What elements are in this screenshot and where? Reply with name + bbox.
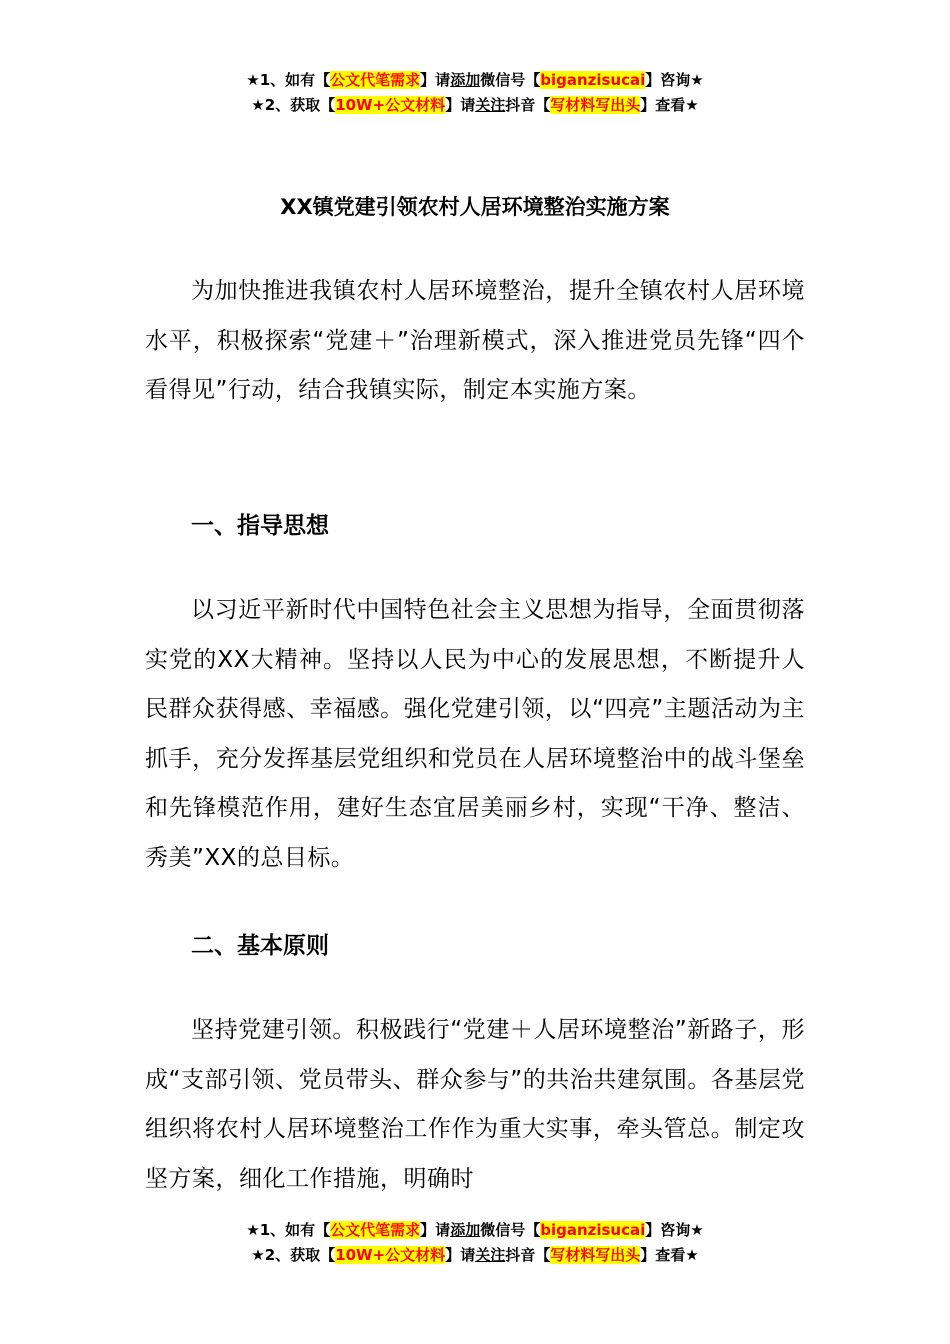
promo-banner-bottom xyxy=(0,1218,950,1268)
promo-text: 微信号【 xyxy=(480,71,541,89)
promo-text: ★2、获取【 xyxy=(251,1246,336,1264)
promo-highlight: 写材料写出头 xyxy=(550,96,641,114)
promo-text: ★1、如有【 xyxy=(246,1221,331,1239)
intro-paragraph: 为加快推进我镇农村人居环境整治，提升全镇农村人居环境水平，积极探索“党建＋”治理新模式，深入推进党员先锋“四个看得见”行动，结合我镇实际，制定本实施方案。 xyxy=(145,278,805,403)
promo-highlight: biganzisucai xyxy=(540,1221,646,1239)
promo-text: 抖音【 xyxy=(505,96,551,114)
promo-text: 】请 xyxy=(420,1221,451,1239)
promo-highlight: 公文代笔需求 xyxy=(330,71,421,89)
promo-line-1 xyxy=(0,1218,950,1243)
promo-highlight: biganzisucai xyxy=(540,71,646,89)
section-1-paragraph: 以习近平新时代中国特色社会主义思想为指导，全面贯彻落实党的XX大精神。坚持以人民为中心的发展思想，不断提升人民群众获得感、幸福感。强化党建引领，以“四亮”主题活动为主抓手，充分发挥基层党组织和党员在人居环境整治中的战斗堡垒和先锋模范作用，建好生态宜居美丽乡村，实现“干净、整洁、秀美”XX的总目标。 xyxy=(145,597,805,871)
section-heading: 一、指导思想 xyxy=(191,513,329,539)
promo-text: 抖音【 xyxy=(505,1246,551,1264)
promo-text: 微信号【 xyxy=(480,1221,541,1239)
promo-banner-top xyxy=(0,68,950,118)
promo-text: ★1、如有【 xyxy=(246,71,331,89)
document-title: XX镇党建引领农村人居环境整治实施方案 xyxy=(280,195,670,219)
section-2-paragraph: 坚持党建引领。积极践行“党建＋人居环境整治”新路子，形成“支部引领、党员带头、群众参与”的共治共建氛围。各基层党组织将农村人居环境整治工作作为重大实事，牵头管总。制定攻坚方案，细化工作措施，明确时 xyxy=(145,1017,805,1192)
promo-text: 】请 xyxy=(445,96,476,114)
promo-highlight: 10W+公文材料 xyxy=(335,96,446,114)
promo-text: 】查看★ xyxy=(640,96,699,114)
promo-emphasis: 添加 xyxy=(450,71,481,89)
promo-highlight: 10W+公文材料 xyxy=(335,1246,446,1264)
promo-text: ★2、获取【 xyxy=(251,96,336,114)
intro-paragraph-block xyxy=(145,267,805,416)
promo-line-2 xyxy=(0,1243,950,1268)
section-2-body-block xyxy=(145,1006,805,1204)
promo-text: 】请 xyxy=(420,71,451,89)
promo-text: 】咨询★ xyxy=(645,1221,704,1239)
promo-text: 】咨询★ xyxy=(645,71,704,89)
section-2-heading-block xyxy=(145,922,805,972)
promo-text: 】查看★ xyxy=(640,1246,699,1264)
promo-text: 】请 xyxy=(445,1246,476,1264)
promo-emphasis: 添加 xyxy=(450,1221,481,1239)
promo-emphasis: 关注 xyxy=(475,1246,506,1264)
section-1-body-block xyxy=(145,586,805,883)
promo-highlight: 写材料写出头 xyxy=(550,1246,641,1264)
section-heading: 二、基本原则 xyxy=(191,933,329,959)
section-1-heading-block xyxy=(145,502,805,552)
promo-line-1 xyxy=(0,68,950,93)
promo-line-2 xyxy=(0,93,950,118)
promo-highlight: 公文代笔需求 xyxy=(330,1221,421,1239)
promo-emphasis: 关注 xyxy=(475,96,506,114)
